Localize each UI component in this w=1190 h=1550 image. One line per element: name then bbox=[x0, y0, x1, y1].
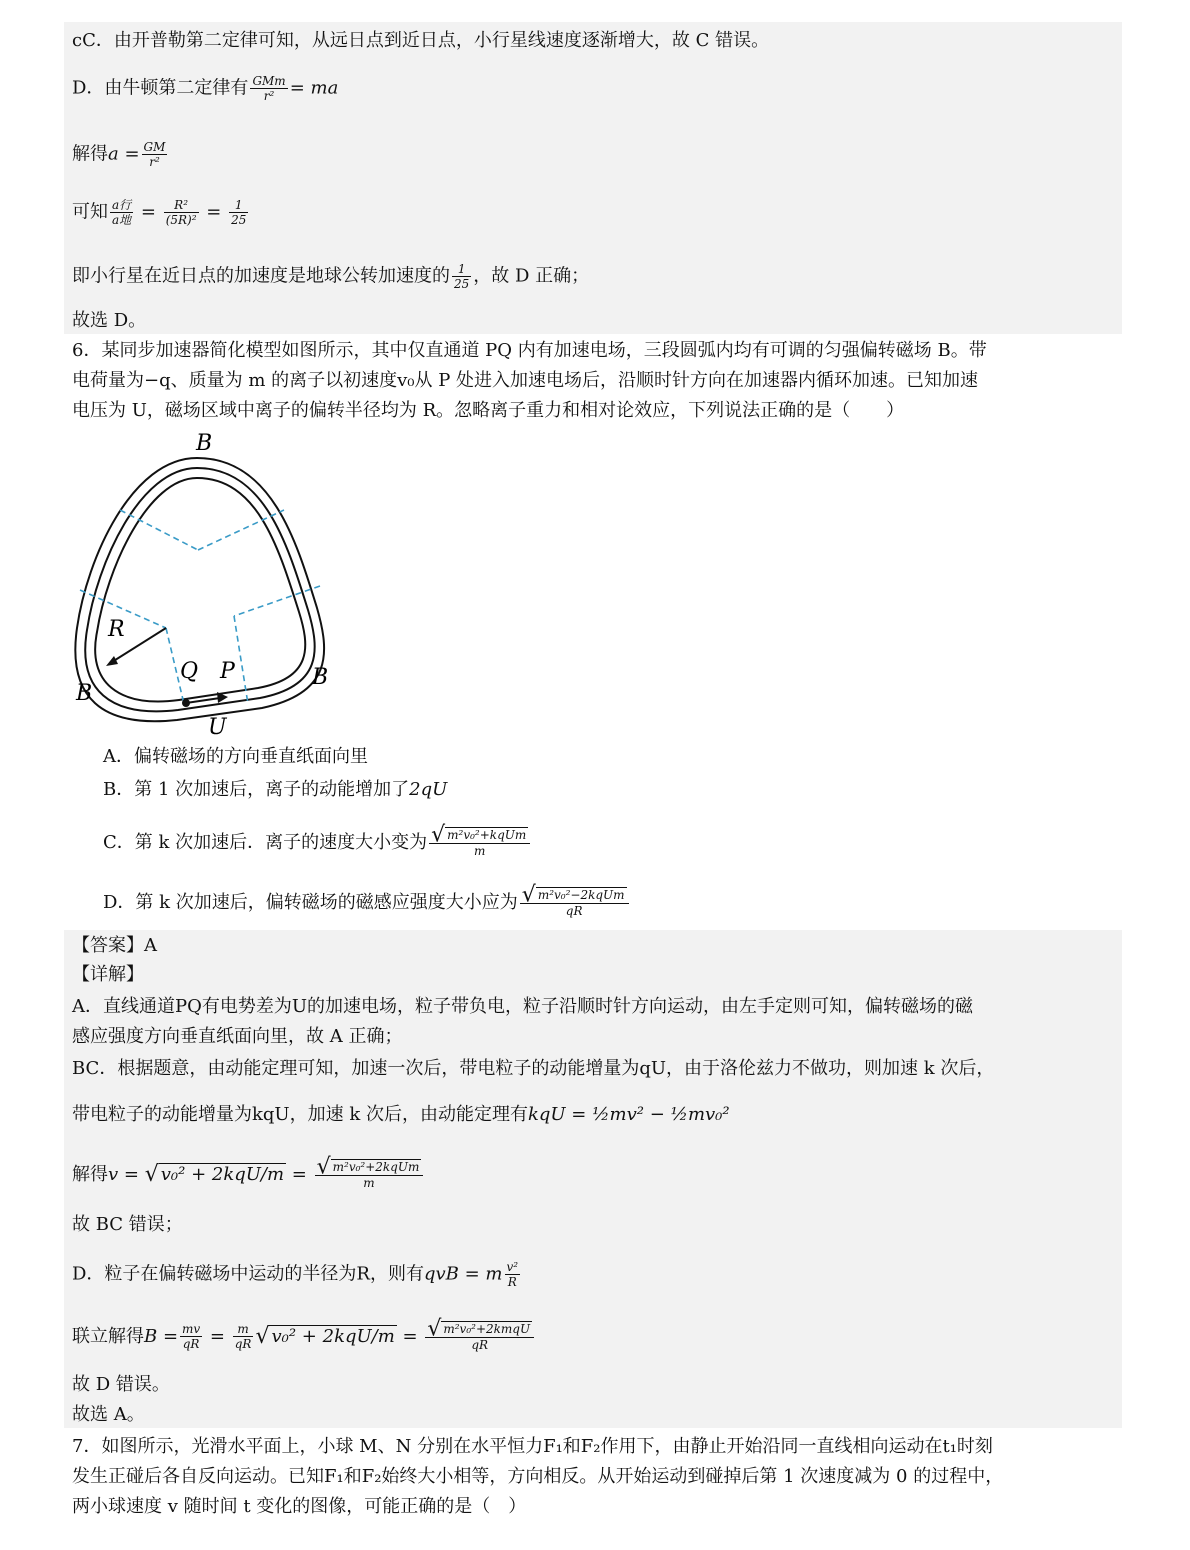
frac-den: 25 bbox=[231, 213, 247, 227]
q6-exp-bc-2 bbox=[72, 1102, 730, 1128]
prev-d-rhs: = ma bbox=[289, 77, 339, 99]
option-c-prefix: C．第 k 次加速后．离子的速度大小变为 bbox=[103, 831, 428, 853]
q6-exp-bc-1: BC．根据题意，由动能定理可知，加速一次后，带电粒子的动能增量为qU，由于洛伦兹力不做功，则加速 k 次后， bbox=[72, 1058, 995, 1079]
frac-num: m bbox=[233, 1322, 254, 1337]
q6-exp-d-conclusion: 故 D 错误。 bbox=[72, 1374, 170, 1395]
prev-a-prefix: 解得 bbox=[72, 143, 108, 165]
q7-stem-line-2: 发生正碰后各自反向运动。已知F₁和F₂始终大小相等，方向相反。从开始运动到碰掉后第 1 次速度减为 0 的过程中， bbox=[72, 1466, 1004, 1487]
q6-stem-line-2: 电荷量为−q、质量为 m 的离子以初速度v₀从 P 处进入加速电场后，沿顺时针方向在加速器内循环加速。已知加速 bbox=[72, 370, 979, 391]
prev-ratio-prefix: 可知 bbox=[72, 201, 108, 223]
label-R: R bbox=[108, 617, 125, 642]
frac-den: qR bbox=[234, 1337, 252, 1352]
prev-a-fraction bbox=[142, 140, 168, 169]
q6-exp-a-1: A．直线通道PQ有电势差为U的加速电场，粒子带负电，粒子沿顺时针方向运动，由左手定则可知，偏转磁场的磁 bbox=[72, 996, 974, 1017]
frac-num: 1 bbox=[229, 198, 248, 213]
ratio-fraction-1 bbox=[110, 198, 133, 227]
exp-d1-fraction bbox=[505, 1260, 521, 1289]
label-B-left: B bbox=[76, 681, 93, 706]
frac-num: mv bbox=[182, 1322, 201, 1337]
q7-stem-line-3: 两小球速度 v 随时间 t 变化的图像，可能正确的是（ ） bbox=[72, 1496, 527, 1517]
frac-num: v² bbox=[506, 1260, 519, 1274]
q6-stem-line-3: 电压为 U，磁场区域中离子的偏转半径均为 R。忽略离子重力和相对论效应，下列说法正确的是（ ） bbox=[72, 400, 905, 421]
frac-den: m bbox=[363, 1175, 375, 1190]
prev-d-fraction bbox=[250, 74, 287, 103]
frac-num: √ m²v₀²+kqUm bbox=[429, 828, 530, 844]
q6-option-a: A．偏转磁场的方向垂直纸面向里 bbox=[103, 746, 368, 767]
exp-d2-fraction-2 bbox=[233, 1322, 254, 1351]
option-b-prefix: B．第 1 次加速后，离子的动能增加了 bbox=[103, 779, 410, 800]
exp-v-inner: v₀² + 2kqU/m bbox=[160, 1163, 285, 1185]
conclusion-prefix: 即小行星在近日点的加速度是地球公转加速度的 bbox=[72, 265, 450, 287]
accelerator-diagram bbox=[62, 428, 352, 748]
prev-ratio-line: 可知 $\frac{\text{a行}}{\text{a地}}$ = $\frac{\text{R²}}{\text{(5R)²}}$ = $\frac{1}{25}$ bbox=[72, 198, 247, 227]
label-U: U bbox=[208, 715, 227, 740]
frac-den: m bbox=[473, 843, 486, 858]
q6-option-b bbox=[103, 777, 447, 803]
q6-exp-v: 解得v = √ v₀² + 2kqU/m = $\frac{\text{√ m²v₀²+2kqUm}}{m}$ bbox=[72, 1160, 425, 1190]
q6-exp-d-1 bbox=[72, 1260, 522, 1289]
frac-num: a行 bbox=[112, 198, 132, 212]
q6-exp-bc-conclusion: 故 BC 错误； bbox=[72, 1214, 183, 1235]
q6-choose: 故选 A。 bbox=[72, 1404, 145, 1425]
sqrt-content: m²v₀²+2kmqU bbox=[443, 1322, 531, 1336]
exp-v-prefix: 解得 bbox=[72, 1163, 108, 1185]
frac-num: √ m²v₀²+2kqUm bbox=[315, 1160, 424, 1176]
frac-num: GM bbox=[143, 140, 166, 154]
exp-bc2-prefix: 带电粒子的动能增量为kqU，加速 k 次后，由动能定理有 bbox=[72, 1104, 528, 1125]
frac-den: qR bbox=[471, 1337, 489, 1352]
exp-bc2-eq: kqU = ½mv² − ½mv₀² bbox=[527, 1104, 730, 1125]
q6-stem-line-1: 6．某同步加速器简化模型如图所示，其中仅直通道 PQ 内有加速电场，三段圆弧内均有可调的匀强偏转磁场 B。带 bbox=[72, 340, 987, 361]
option-c-fraction bbox=[429, 822, 530, 858]
label-Q: Q bbox=[180, 659, 199, 684]
exp-d2-prefix: 联立解得 bbox=[72, 1325, 144, 1347]
q6-exp-a-2: 感应强度方向垂直纸面向里，故 A 正确； bbox=[72, 1026, 403, 1047]
frac-den: qR bbox=[565, 903, 583, 918]
frac-den: a地 bbox=[112, 213, 132, 227]
option-d-fraction bbox=[520, 882, 629, 918]
prev-a-lhs: a = bbox=[108, 143, 140, 165]
conclusion-suffix: ，故 D 正确； bbox=[473, 265, 590, 287]
frac-num: 1 bbox=[452, 262, 471, 277]
q6-answer: 【答案】A bbox=[72, 935, 157, 956]
frac-den: r² bbox=[263, 89, 275, 103]
label-B-top: B bbox=[196, 431, 213, 456]
exp-v-lhs: v = bbox=[108, 1163, 139, 1185]
exp-d1-prefix: D．粒子在偏转磁场中运动的半径为R，则有 bbox=[72, 1263, 424, 1285]
conclusion-fraction bbox=[452, 262, 471, 291]
frac-den: r² bbox=[149, 155, 160, 169]
label-B-right: B bbox=[312, 665, 329, 690]
frac-den: 25 bbox=[454, 277, 470, 291]
prev-c-line: cC．由开普勒第二定律可知，从远日点到近日点，小行星线速度逐渐增大，故 C 错误。 bbox=[72, 30, 770, 51]
q6-option-d bbox=[103, 882, 631, 918]
prev-d-line bbox=[72, 74, 338, 103]
sqrt-content: m²v₀²−2kqUm bbox=[537, 888, 625, 902]
exp-d2-inner: v₀² + 2kqU/m bbox=[271, 1325, 395, 1347]
option-d-prefix: D．第 k 次加速后，偏转磁场的磁感应强度大小应为 bbox=[103, 891, 518, 913]
exp-d1-eq: qvB = m bbox=[423, 1263, 503, 1285]
exp-v-fraction bbox=[315, 1154, 424, 1190]
q6-exp-d-2: 联立解得B = $\frac{mv}{qR}$ = $\frac{m}{qR}$ √ v₀² + 2kqU/m = $\frac{\text{√ m²v₀²+2kmqU}}{qR}$ bbox=[72, 1322, 536, 1352]
prev-choose: 故选 D。 bbox=[72, 310, 147, 331]
ratio-fraction-3 bbox=[229, 198, 248, 227]
exp-d2-fraction-1 bbox=[180, 1322, 202, 1351]
exp-d2-lhs: B = bbox=[144, 1325, 179, 1347]
q7-stem-line-1: 7．如图所示，光滑水平面上，小球 M、N 分别在水平恒力F₁和F₂作用下，由静止开始沿同一直线相向运动在t₁时刻 bbox=[72, 1436, 993, 1457]
frac-num: GMm bbox=[252, 74, 286, 88]
frac-den: R bbox=[507, 1275, 517, 1289]
prev-d-prefix: D．由牛顿第二定律有 bbox=[72, 77, 249, 99]
prev-a-line bbox=[72, 140, 169, 169]
option-b-math: 2qU bbox=[409, 779, 448, 800]
frac-num: √ m²v₀²+2kmqU bbox=[425, 1322, 534, 1338]
frac-den: qR bbox=[182, 1337, 200, 1352]
q6-detail-title: 【详解】 bbox=[72, 964, 144, 985]
label-P: P bbox=[220, 659, 235, 684]
exp-d2-fraction-3 bbox=[425, 1316, 534, 1352]
ratio-fraction-2 bbox=[164, 198, 199, 227]
frac-den: (5R)² bbox=[165, 213, 197, 227]
sqrt-content: m²v₀²+kqUm bbox=[447, 828, 527, 842]
prev-conclusion-line bbox=[72, 262, 589, 291]
sqrt-content: m²v₀²+2kqUm bbox=[332, 1160, 420, 1174]
q6-option-c bbox=[103, 822, 532, 858]
frac-num: R² bbox=[164, 198, 199, 213]
frac-num: √ m²v₀²−2kqUm bbox=[520, 888, 629, 904]
